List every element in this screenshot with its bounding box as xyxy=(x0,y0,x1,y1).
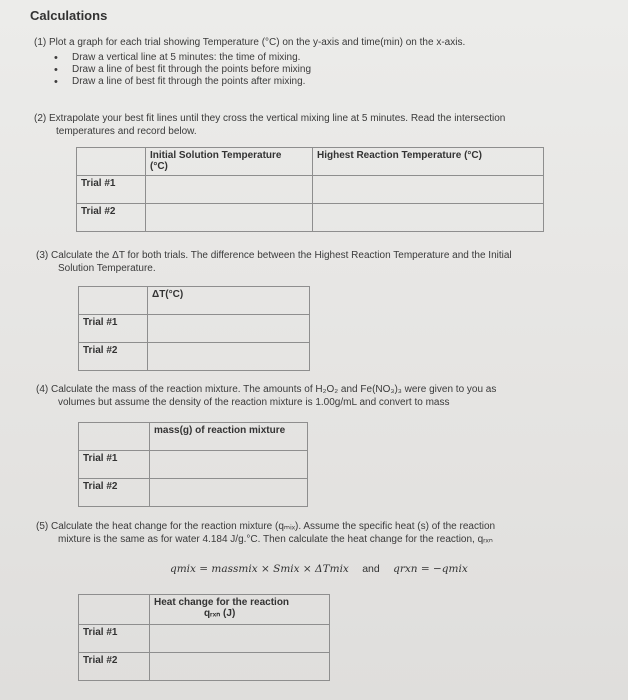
trial-1-initial-temp-cell[interactable] xyxy=(146,176,313,204)
step3-table xyxy=(78,286,310,371)
table-corner-cell xyxy=(79,423,150,451)
trial-1-label: Trial #1 xyxy=(79,625,150,653)
table-row xyxy=(79,451,308,479)
trial-2-highest-temp-cell[interactable] xyxy=(313,204,544,232)
formula-and: and xyxy=(362,563,380,575)
step1-instructions xyxy=(34,37,465,50)
trial-1-label: Trial #1 xyxy=(79,315,148,343)
table-corner-cell xyxy=(77,148,146,176)
step4-table xyxy=(78,422,308,507)
table-row xyxy=(79,653,330,681)
table-row xyxy=(79,315,310,343)
trial-2-label: Trial #2 xyxy=(77,204,146,232)
step1-text: (1) Plot a graph for each trial showing Temperature (°C) on the y-axis and time(min) on the x-axis. xyxy=(34,37,466,48)
trial-2-heat-cell[interactable] xyxy=(150,653,330,681)
table-row xyxy=(79,625,330,653)
step4-line1: (4) Calculate the mass of the reaction mixture. The amounts of H₂O₂ and Fe(NO₃)₃ were given to you as xyxy=(36,384,497,395)
table-row xyxy=(79,479,308,507)
step4-line2: volumes but assume the density of the reaction mixture is 1.00g/mL and convert to mass xyxy=(58,396,450,408)
heat-change-header-line1: Heat change for the reaction xyxy=(154,597,290,608)
step5-line1: (5) Calculate the heat change for the reaction mixture (qₘᵢₓ). Assume the specific heat (s) of the reaction xyxy=(36,521,496,532)
page-title: Calculations xyxy=(30,8,108,23)
formula-qrxn: qrxn = −qmix xyxy=(393,563,468,575)
trial-1-highest-temp-cell[interactable] xyxy=(313,176,544,204)
highest-temp-header: Highest Reaction Temperature (°C) xyxy=(313,148,544,176)
step2-line2: temperatures and record below. xyxy=(56,125,197,137)
initial-temp-header-line1: Initial Solution Temperature xyxy=(150,150,282,161)
trial-1-label: Trial #1 xyxy=(77,176,146,204)
heat-formula xyxy=(170,563,468,575)
formula-qmix: qmix = massmix × Smix × ΔTmix xyxy=(170,563,349,575)
delta-t-header: ΔT(°C) xyxy=(148,287,310,315)
table-row xyxy=(77,176,544,204)
trial-1-label: Trial #1 xyxy=(79,451,150,479)
table-corner-cell xyxy=(79,595,150,625)
step5-line2: mixture is the same as for water 4.184 J/g.°C. Then calculate the heat change for the reaction, qᵣₓₙ xyxy=(58,533,493,545)
heat-change-header xyxy=(150,595,330,625)
initial-temp-header-line2: (°C) xyxy=(150,161,168,172)
step2-table xyxy=(76,147,544,232)
step4-instructions xyxy=(36,384,496,409)
heat-change-header-line2: qᵣₓₙ (J) xyxy=(204,608,236,619)
step3-line1: (3) Calculate the ΔT for both trials. The difference between the Highest Reaction Temperature and the Initial xyxy=(36,250,512,261)
table-corner-cell xyxy=(79,287,148,315)
trial-2-label: Trial #2 xyxy=(79,479,150,507)
trial-1-heat-cell[interactable] xyxy=(150,625,330,653)
list-item: • Draw a vertical line at 5 minutes: the time of mixing. xyxy=(52,52,311,64)
trial-2-initial-temp-cell[interactable] xyxy=(146,204,313,232)
list-item: • Draw a line of best fit through the points after mixing. xyxy=(52,76,311,88)
mass-header: mass(g) of reaction mixture xyxy=(150,423,308,451)
trial-2-mass-cell[interactable] xyxy=(150,479,308,507)
step3-line2: Solution Temperature. xyxy=(58,262,156,274)
list-item: • Draw a line of best fit through the points before mixing xyxy=(52,64,311,76)
step3-instructions xyxy=(36,250,512,275)
step5-instructions xyxy=(36,521,495,546)
step2-line1: (2) Extrapolate your best fit lines until they cross the vertical mixing line at 5 minutes. Read the intersection xyxy=(34,113,506,124)
initial-temp-header xyxy=(146,148,313,176)
trial-1-delta-t-cell[interactable] xyxy=(148,315,310,343)
trial-2-label: Trial #2 xyxy=(79,653,150,681)
step1-bullet-list xyxy=(52,52,311,88)
step5-table xyxy=(78,594,330,681)
table-row xyxy=(79,343,310,371)
trial-2-label: Trial #2 xyxy=(79,343,148,371)
trial-1-mass-cell[interactable] xyxy=(150,451,308,479)
trial-2-delta-t-cell[interactable] xyxy=(148,343,310,371)
table-row xyxy=(77,204,544,232)
step2-instructions xyxy=(34,113,505,138)
